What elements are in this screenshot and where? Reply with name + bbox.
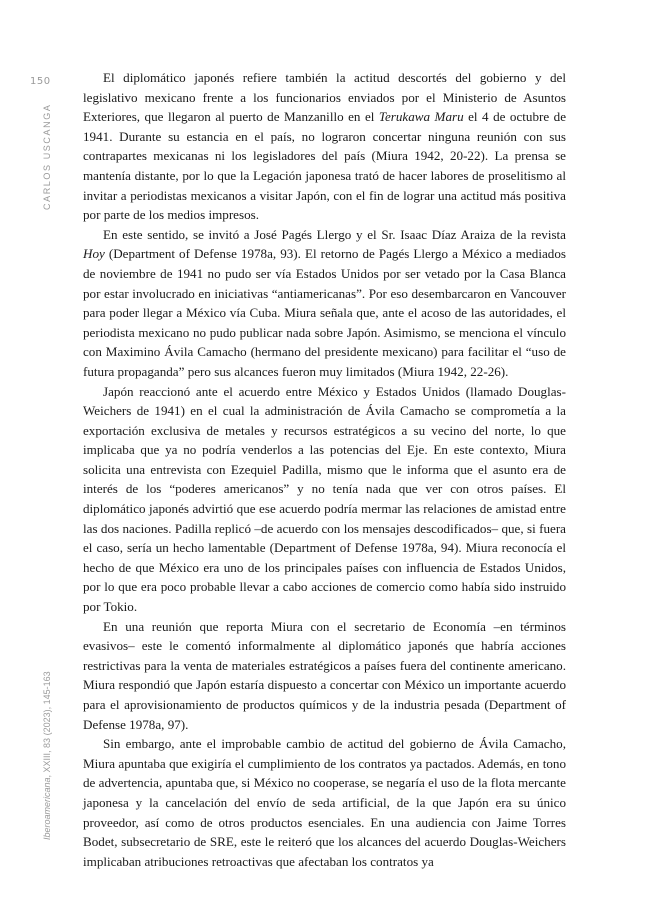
- paragraph-text: En una reunión que reporta Miura con el secretario de Economía –en términos evasivos– este le comentó informalmente al diplomático japonés que habría acciones restrictivas para la venta de materiales estratégicos a países fuera del continente americano. Miura respondió que Japón estaría dispuesto a concertar con México un importante acuerdo para el aprovisionamiento de productos químicos y de la industria pesada (Department of Defense 1978a, 97).: [83, 618, 566, 732]
- paragraph-text: El diplomático japonés refiere también la actitud descortés del gobierno y del legislativo mexicano frente a los funcionarios enviados por el Ministerio de Asuntos Exteriores, que llegaron al puerto de Manzanillo en el: [83, 70, 566, 125]
- running-head-journal: [42, 671, 52, 840]
- paragraph: [83, 225, 566, 382]
- paragraph-text: En este sentido, se invitó a José Pagés Llergo y el Sr. Isaac Díaz Araiza de la revista: [103, 226, 566, 242]
- body-text: [83, 68, 566, 871]
- paragraph-text: Sin embargo, ante el improbable cambio de actitud del gobierno de Ávila Camacho, Miura apuntaba que exigiría el cumplimiento de los contratos ya pactados. Además, en tono de advertencia, apuntaba que, si México no cooperase, se negaría el uso de la flota mercante japonesa y la cancelación del envío de seda artificial, de la que Japón era su único proveedor, así como de otros productos esenciales. En una audiencia con Jaime Torres Bodet, subsecretario de SRE, este le reiteró que los alcances del acuerdo Douglas-Weichers implicaban atribuciones retroactivas que afectaban los contratos ya: [83, 736, 566, 869]
- paragraph: [83, 68, 566, 225]
- page-number: 150: [30, 76, 51, 87]
- magazine-name-italic: Hoy: [83, 246, 105, 262]
- ship-name-italic: Terukawa Maru: [378, 109, 464, 125]
- paragraph-text: (Department of Defense 1978a, 93). El retorno de Pagés Llergo a México a mediados de noviembre de 1941 no pudo ser vía Estados Unidos por ser vetado por la Casa Blanca por estar involucrado en iniciativas “antiamericanas”. Por eso desembarcaron en Vancouver para poder llegar a México vía Cuba. Miura señala que, ante el acoso de las autoridades, el periodista mexicano no pudo publicar nada sobre Japón. Asimismo, se menciona el vínculo con Maximino Ávila Camacho (hermano del presidente mexicano) para facilitar el “uso de futura propaganda” pero sus alcances fueron muy limitados (Miura 1942, 22-26).: [83, 246, 566, 379]
- paragraph-text: Japón reaccionó ante el acuerdo entre México y Estados Unidos (llamado Douglas-Weichers de 1941) en el cual la administración de Ávila Camacho se comprometía a la exportación exclusiva de metales y recursos estratégicos a su vecino del norte, lo que implicaba que ya no podría venderlos a las potencias del Eje. En este contexto, Miura solicita una entrevista con Ezequiel Padilla, mismo que le informa que el asunto era de interés de los “poderes americanos” y no tenía nada que ver con otros países. El diplomático japonés advirtió que ese acuerdo podría mermar las relaciones de amistad entre las dos naciones. Padilla replicó –de acuerdo con los mensajes descodificados– que, si fuera el caso, sería un hecho lamentable (Department of Defense 1978a, 94). Miura reconocía el hecho de que México era uno de los principales países con influencia de Estados Unidos, por lo que era poco probable llevar a cabo acciones de comercio como había sido instruido por Tokio.: [83, 383, 566, 615]
- journal-title: Iberoamericana: [42, 777, 52, 840]
- paragraph-text: el 4 de octubre de 1941. Durante su estancia en el país, no lograron concertar ninguna reunión con sus contrapartes mexicanas ni los legisladores del país (Miura 1942, 20-22). La prensa se mantenía distante, por lo que la Legación japonesa trató de hacer labores de proselitismo al invitar a periodistas mexicanos a visitar Japón, con el fin de lograr una actitud más positiva por parte de los medios impresos.: [83, 109, 567, 223]
- paragraph: [83, 617, 566, 735]
- running-head-author: CARLOS USCANGA: [42, 103, 52, 210]
- paragraph: [83, 734, 566, 871]
- paragraph: [83, 382, 566, 617]
- journal-volume-info: , XXIII, 83 (2023), 145-163: [42, 671, 52, 778]
